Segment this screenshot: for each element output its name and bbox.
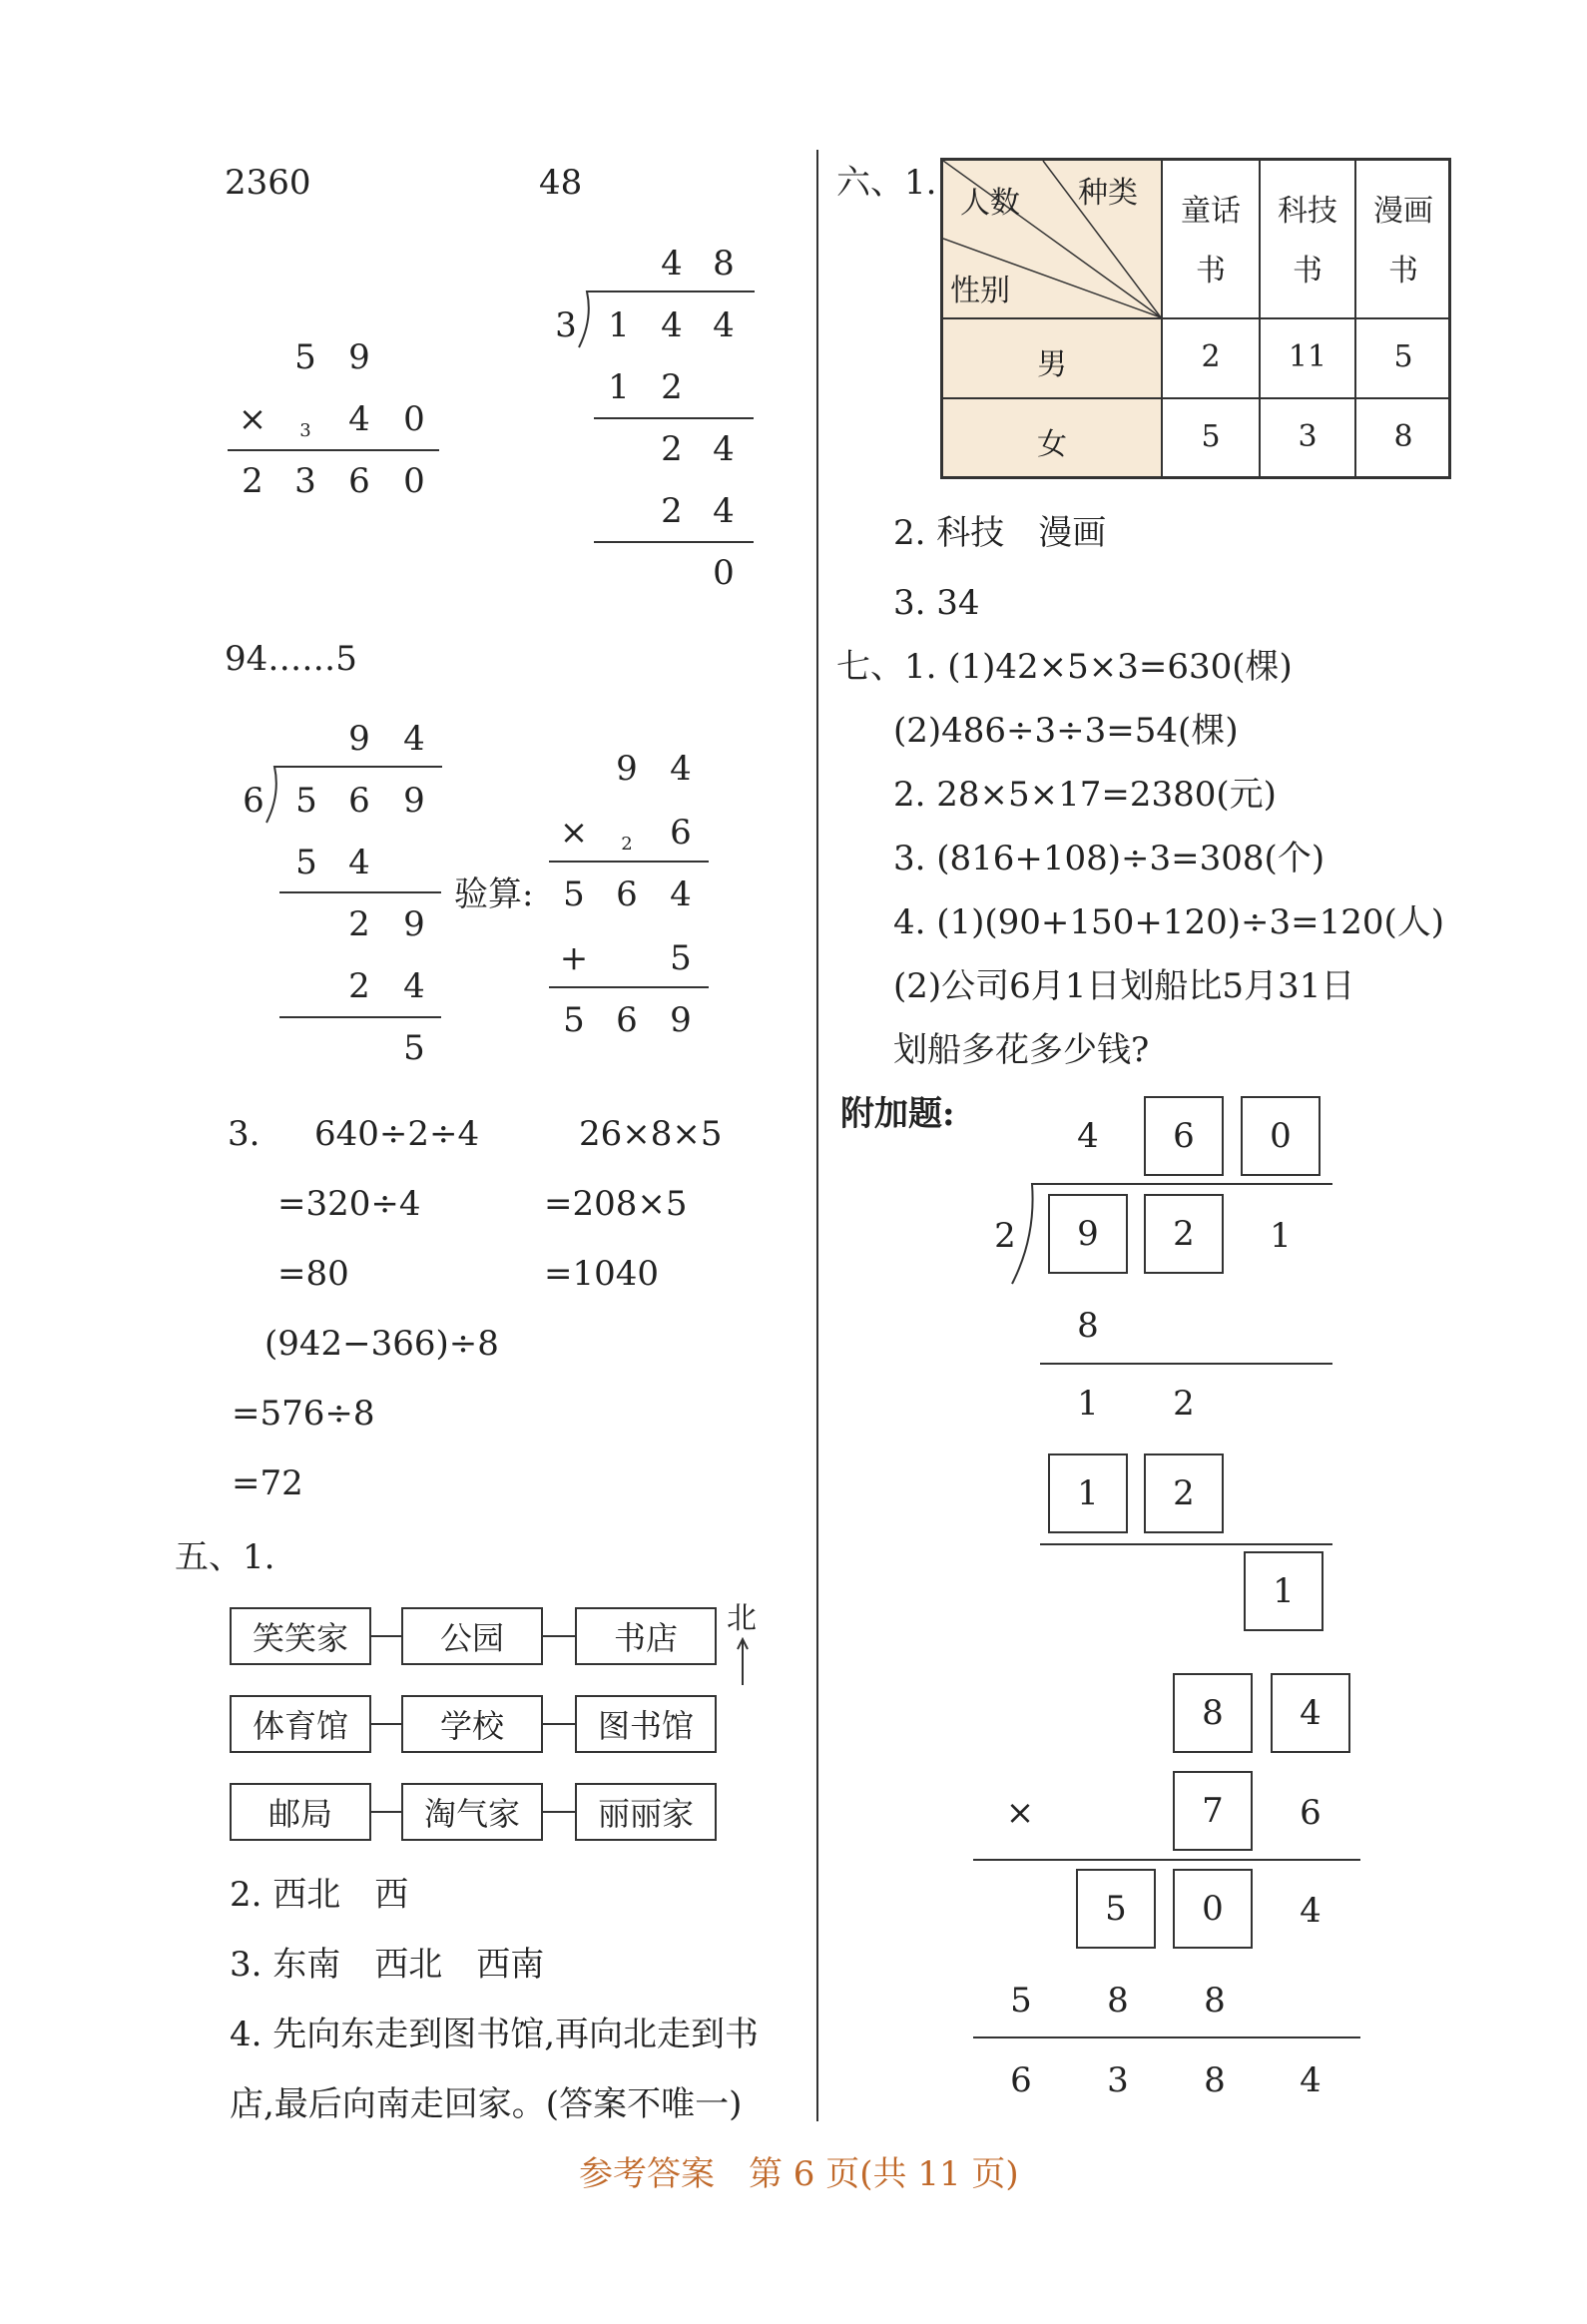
connector [371,1635,401,1637]
connector [543,1723,575,1725]
north-arrow-icon [735,1637,751,1687]
digit: 9 [616,749,638,789]
calc-step: =320÷4 [277,1184,421,1224]
rule-line [1040,1543,1332,1545]
digit: 0 [403,461,425,501]
table-cell: 8 [1393,419,1413,454]
digit: 8 [1107,1981,1129,2021]
answer-box: 1 [1048,1453,1128,1533]
digit: 8 [1204,2060,1226,2100]
table-cell: 3 [1298,419,1318,454]
carry-digit: 2 [621,834,633,855]
digit: 4 [403,966,425,1006]
digit: 1 [608,367,630,407]
answer-94-r5: 94……5 [225,639,357,679]
connector [371,1811,401,1813]
digit: 6 [1010,2060,1032,2100]
digit: 6 [670,813,692,853]
header-line: 童话 [1181,194,1241,229]
dividend-digit: 1 [1270,1216,1292,1256]
answer-line: (2)公司6月1日划船比5月31日 [893,966,1355,1006]
answer-box: 0 [1173,1869,1253,1949]
dividend-digit: 6 [348,781,370,821]
answer-line: 2. 科技 漫画 [893,513,1107,553]
digit: 0 [403,399,425,439]
answer-2360: 2360 [225,163,311,203]
map-location: 淘气家 [401,1783,543,1841]
table-cell: 5 [1201,419,1221,454]
digit: 2 [661,367,683,407]
dividend-digit: 1 [608,305,630,345]
digit: 6 [616,874,638,914]
digit: 6 [616,1000,638,1040]
digit: 5 [295,843,317,882]
rule-line [279,891,441,893]
digit: 5 [670,938,692,978]
answer-box: 4 [1271,1673,1350,1753]
digit: 6 [1300,1793,1322,1833]
calc-step: 640÷2÷4 [314,1114,480,1154]
grid-line [943,397,1448,399]
rule-line [594,417,754,419]
column-header [1261,182,1354,301]
digit: 3 [1107,2060,1129,2100]
map-location: 图书馆 [575,1695,717,1753]
digit: 9 [670,1000,692,1040]
digit: 2 [661,491,683,531]
section-title-6: 六、1. [836,163,937,203]
answer-box: 1 [1244,1551,1323,1631]
times-sign: × [559,813,589,853]
digit: 1 [1077,1384,1099,1424]
digit: 2 [1173,1384,1195,1424]
row-label: 女 [1037,427,1067,462]
column-header [1163,182,1259,301]
page-footer: 参考答案 第 6 页(共 11 页) [579,2154,1019,2194]
answer-box: 0 [1241,1096,1321,1176]
times-sign: × [238,399,267,439]
digit: 4 [670,874,692,914]
digit: 5 [563,1000,585,1040]
quotient-digit: 8 [713,244,735,284]
rule-line [549,986,709,988]
north-label: 北 [727,1601,757,1636]
digit: 6 [348,461,370,501]
digit: 4 [713,491,735,531]
answer-box: 5 [1076,1869,1156,1949]
remainder-digit: 5 [403,1028,425,1068]
bonus-title: 附加题: [840,1094,955,1134]
rule-line [279,1016,441,1018]
rule-line [973,2036,1360,2038]
digit: 4 [1300,2060,1322,2100]
answer-line: (2)486÷3÷3=54(棵) [893,711,1239,751]
check-label: 验算: [454,874,534,914]
quotient-digit: 4 [661,244,683,284]
row-label: 男 [1037,347,1067,382]
header-line: 书 [1196,254,1226,289]
divisor: 6 [243,781,264,821]
digit: 9 [348,337,370,377]
divisor: 2 [994,1216,1016,1256]
remainder-digit: 0 [713,553,735,593]
digit: 9 [403,904,425,944]
answer-line: 4. 先向东走到图书馆,再向北走到书 [230,2015,760,2054]
column-divider [816,150,818,2121]
answer-box: 8 [1173,1673,1253,1753]
digit: 5 [563,874,585,914]
dividend-digit: 4 [661,305,683,345]
header-line: 书 [1293,254,1322,289]
carry-digit: 3 [299,420,311,441]
section-title-5: 五、1. [175,1537,275,1577]
quotient-digit: 9 [348,719,370,759]
digit: 8 [1077,1306,1099,1346]
calc-step: =80 [277,1254,349,1294]
connector [371,1723,401,1725]
digit: 4 [713,429,735,469]
calc-step: =1040 [544,1254,660,1294]
digit: 4 [348,843,370,882]
answer-line: 七、1. (1)42×5×3=630(棵) [836,647,1293,687]
calc-step: =208×5 [544,1184,688,1224]
connector [543,1635,575,1637]
map-location: 书店 [575,1607,717,1665]
answer-line: 4. (1)(90+150+120)÷3=120(人) [893,902,1445,942]
answer-box: 9 [1048,1194,1128,1274]
calc-step: 26×8×5 [579,1114,723,1154]
problem-number: 3. [228,1114,261,1154]
times-sign: × [1005,1793,1035,1833]
digit: 2 [348,966,370,1006]
calc-step: =72 [232,1463,303,1503]
digit: 8 [1204,1981,1226,2021]
answer-line: 3. 东南 西北 西南 [230,1945,545,1985]
table-cell: 11 [1288,339,1327,374]
map-location: 学校 [401,1695,543,1753]
dividend-digit: 4 [713,305,735,345]
table-cell: 2 [1201,339,1221,374]
rule-line [228,449,439,451]
calc-step: (942−366)÷8 [264,1324,499,1364]
map-location: 邮局 [230,1783,371,1841]
digit: 4 [670,749,692,789]
corner-label: 种类 [1078,176,1138,211]
header-line: 书 [1388,254,1418,289]
answer-box: 2 [1144,1453,1224,1533]
rule-line [973,1859,1360,1861]
map-location: 笑笑家 [230,1607,371,1665]
header-line: 漫画 [1373,194,1433,229]
digit: 2 [661,429,683,469]
answer-48: 48 [539,163,583,203]
column-header [1356,182,1450,301]
corner-label: 性别 [950,274,1010,308]
divisor: 3 [555,305,577,345]
answer-box: 2 [1144,1194,1224,1274]
corner-label: 人数 [960,186,1020,221]
map-location: 公园 [401,1607,543,1665]
digit: 2 [348,904,370,944]
digit: 3 [294,461,316,501]
answer-box: 6 [1144,1096,1224,1176]
header-line: 科技 [1278,194,1337,229]
plus-sign: + [559,938,589,978]
digit: 5 [1010,1981,1032,2021]
answer-line: 划船多花多少钱? [893,1030,1150,1070]
rule-line [549,861,709,863]
rule-line [1040,1363,1332,1365]
answer-line: 2. 28×5×17=2380(元) [893,775,1277,815]
answer-line: 2. 西北 西 [230,1875,409,1915]
dividend-digit: 5 [295,781,317,821]
answer-line: 3. 34 [893,583,980,623]
table-cell: 5 [1393,339,1413,374]
digit: 4 [348,399,370,439]
map-location: 体育馆 [230,1695,371,1753]
calc-step: =576÷8 [232,1394,375,1434]
map-location: 丽丽家 [575,1783,717,1841]
digit: 4 [1300,1891,1322,1931]
digit: 2 [242,461,264,501]
connector [543,1811,575,1813]
answer-line: 店,最后向南走回家。(答案不唯一) [230,2084,743,2124]
digit: 5 [294,337,316,377]
answer-box: 7 [1173,1771,1253,1851]
quotient-digit: 4 [403,719,425,759]
quotient-digit: 4 [1077,1116,1099,1156]
rule-line [594,541,754,543]
dividend-digit: 9 [403,781,425,821]
answer-line: 3. (816+108)÷3=308(个) [893,839,1325,878]
